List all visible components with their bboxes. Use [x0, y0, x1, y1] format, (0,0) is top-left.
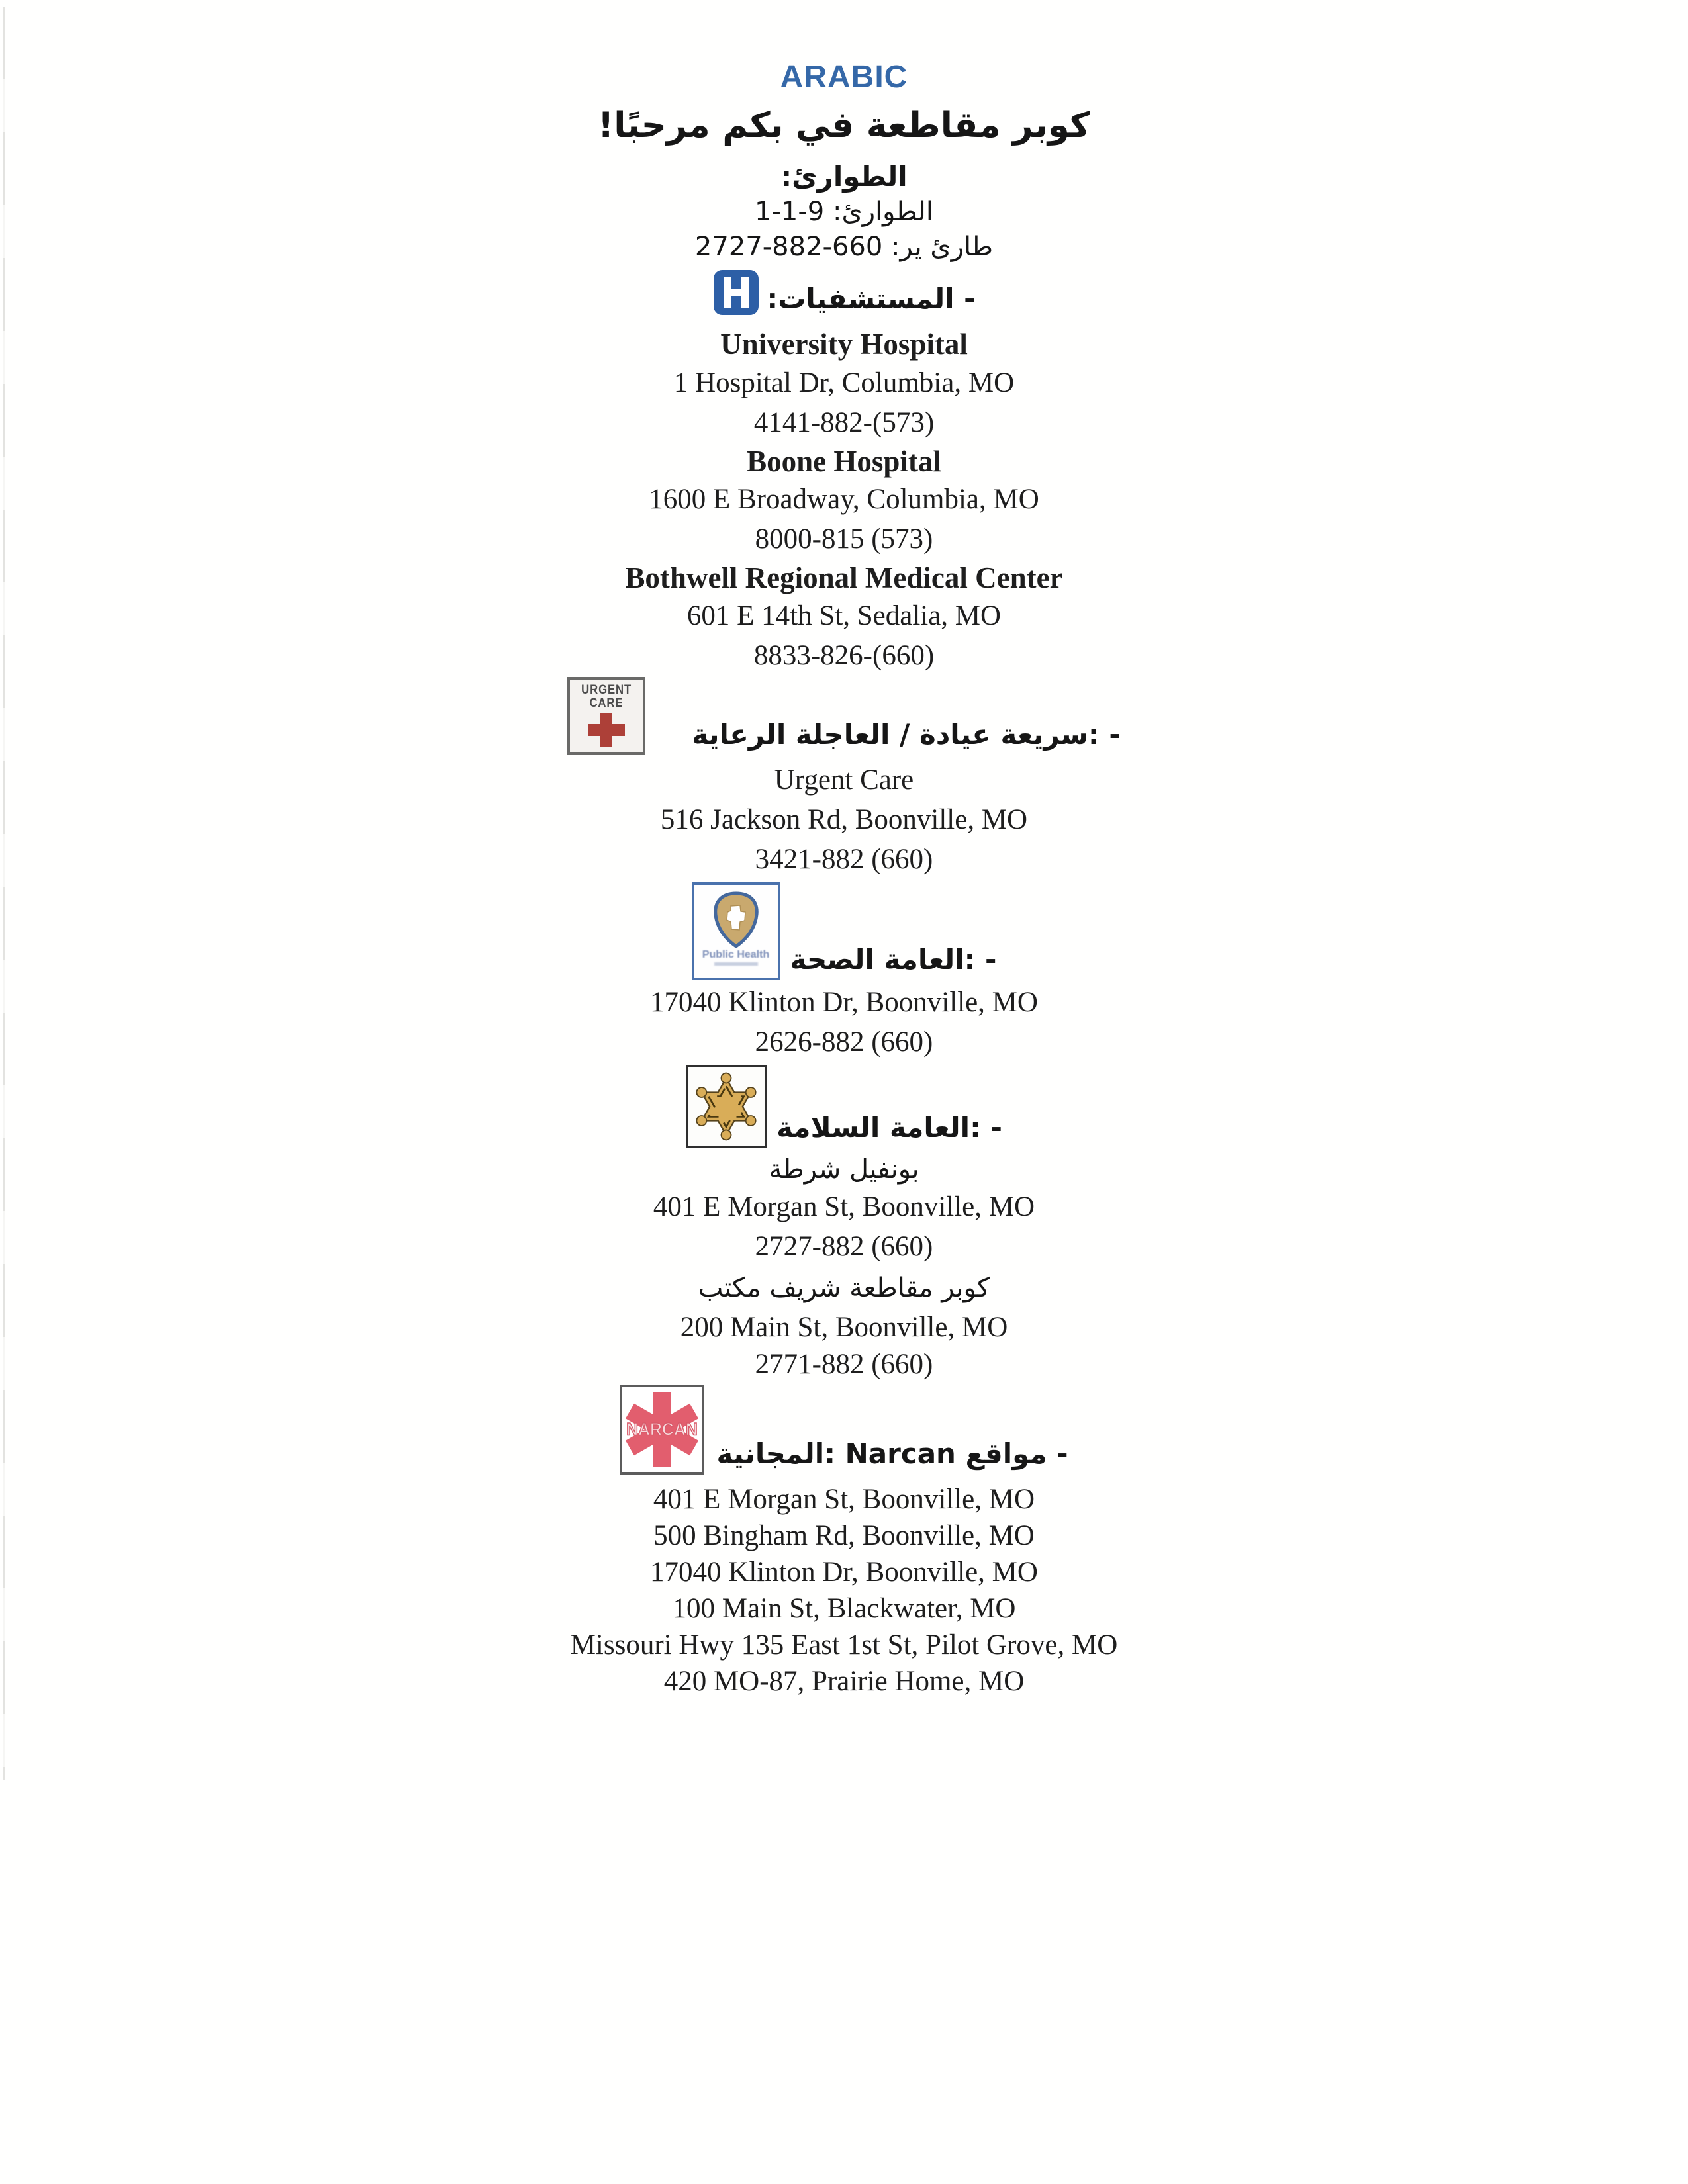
police-phone: 2727-882 (660): [755, 1231, 933, 1262]
public-health-label: - :العامة الصحة: [790, 943, 997, 976]
narcan-location: 401 E Morgan St, Boonville, MO: [653, 1484, 1035, 1515]
sheriff-phone: 2771-882 (660): [755, 1349, 933, 1380]
public-health-address: 17040 Klinton Dr, Boonville, MO: [650, 987, 1038, 1018]
narcan-location: 420 MO-87, Prairie Home, MO: [663, 1666, 1025, 1697]
public-safety-label: - :العامة السلامة: [776, 1111, 1002, 1144]
emergency-heading: الطوارئ:: [780, 160, 908, 193]
narcan-location: 100 Main St, Blackwater, MO: [672, 1593, 1016, 1624]
sheriff-badge-icon: [686, 1065, 767, 1148]
page-title: ARABIC: [780, 60, 908, 95]
hospital-phone: 8833-826-(660): [753, 640, 935, 671]
hospital-name: Boone Hospital: [747, 445, 941, 478]
sheriff-address: 200 Main St, Boonville, MO: [680, 1312, 1008, 1343]
public-safety-section-header: [0, 1065, 1688, 1148]
sheriff-office-name: كوبر مقاطعة شريف مكتب: [698, 1273, 990, 1303]
urgent-care-section-header: [0, 677, 1688, 755]
public-health-phone: 2626-882 (660): [755, 1026, 933, 1058]
public-health-section-header: [0, 882, 1688, 980]
emergency-911-line: الطوارئ: 9-1-1: [755, 197, 933, 227]
narcan-icon: [620, 1385, 704, 1475]
hospital-phone: 4141-882-(573): [753, 407, 935, 438]
hospital-address: 601 E 14th St, Sedalia, MO: [686, 600, 1002, 631]
welcome-greeting: كوبر مقاطعة في بكم مرحبًا!: [598, 105, 1090, 146]
urgent-care-icon: [567, 677, 645, 755]
public-health-caption-smear: [714, 962, 758, 966]
urgent-care-address: 516 Jackson Rd, Boonville, MO: [660, 804, 1028, 835]
hospitals-label: - المستشفيات:: [767, 283, 976, 315]
narcan-locations-list: [0, 1481, 1688, 1700]
public-health-shield-icon: [711, 891, 761, 948]
narcan-location: 500 Bingham Rd, Boonville, MO: [653, 1520, 1035, 1551]
urgent-care-phone: 3421-882 (660): [755, 844, 933, 875]
narcan-location: 17040 Klinton Dr, Boonville, MO: [650, 1557, 1038, 1588]
narcan-location: Missouri Hwy 135 East 1st St, Pilot Grove, MO: [570, 1629, 1118, 1661]
urgent-care-icon-word2: CARE: [589, 696, 624, 710]
hospital-address: 1600 E Broadway, Columbia, MO: [649, 484, 1039, 515]
urgent-care-name: Urgent Care: [774, 764, 914, 796]
narcan-icon-text: NARCAN: [626, 1419, 698, 1439]
narcan-label: - مواقع Narcan :المجانية: [716, 1437, 1068, 1470]
police-address: 401 E Morgan St, Boonville, MO: [653, 1191, 1035, 1222]
public-health-caption: Public Health: [702, 949, 770, 960]
hospital-name: Bothwell Regional Medical Center: [625, 561, 1063, 594]
hospital-icon: [712, 269, 760, 320]
narcan-section-header: [0, 1385, 1688, 1475]
urgent-care-icon-word1: URGENT: [581, 683, 632, 697]
hospital-phone: 8000-815 (573): [755, 523, 933, 555]
hospital-name: University Hospital: [720, 328, 968, 361]
non-emergency-line: طارئ ير: 660-882-2727: [694, 232, 994, 262]
urgent-care-label: - :سريعة عيادة / العاجلة الرعاية: [692, 718, 1121, 751]
hospital-address: 1 Hospital Dr, Columbia, MO: [673, 367, 1015, 398]
red-cross-icon: [588, 713, 625, 747]
public-health-icon: [692, 882, 780, 980]
hospitals-section-header: [0, 269, 1688, 320]
police-name: بونفيل شرطة: [769, 1154, 919, 1185]
